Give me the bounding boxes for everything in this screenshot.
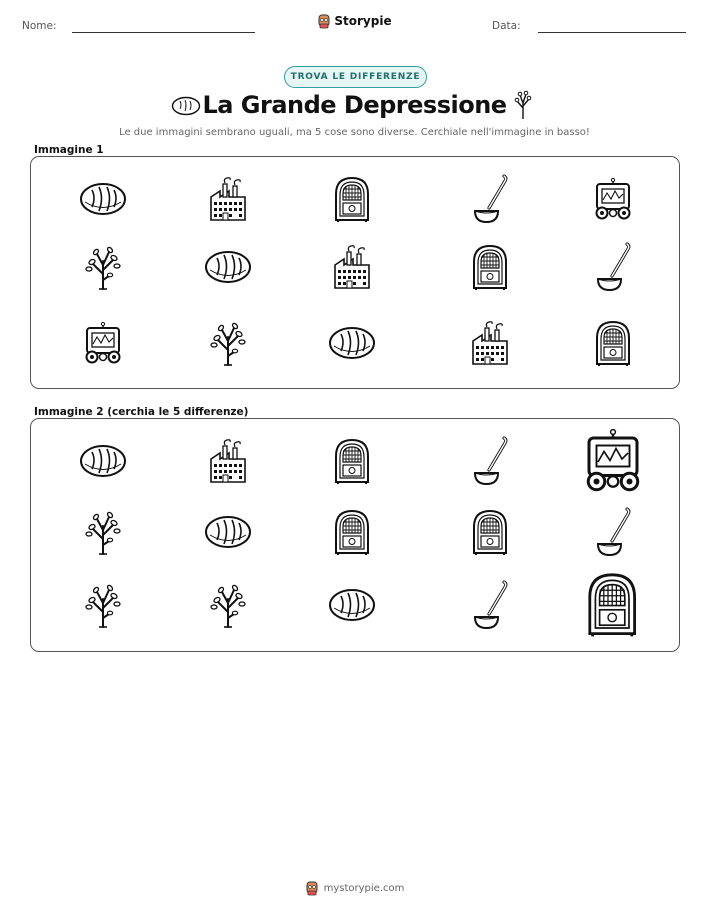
cart-icon xyxy=(593,178,633,220)
factory-icon xyxy=(332,245,372,289)
bread-icon[interactable] xyxy=(79,444,127,478)
storypie-mascot-icon xyxy=(305,880,319,896)
panel-1-label: Immagine 1 xyxy=(34,144,104,156)
page-title: La Grande Depressione xyxy=(202,91,507,119)
bread-icon[interactable] xyxy=(204,515,252,549)
brand-logo xyxy=(0,13,709,34)
image-2-panel[interactable] xyxy=(30,418,680,652)
footer-url[interactable]: mystorypie.com xyxy=(323,882,405,894)
name-label: Nome: xyxy=(22,20,57,32)
radio-icon xyxy=(595,320,631,366)
bread-icon xyxy=(204,250,252,284)
worksheet-type-badge: TROVA LE DIFFERENZE xyxy=(284,66,427,88)
bread-icon[interactable] xyxy=(328,588,376,622)
panel-2-label: Immagine 2 (cerchia le 5 differenze) xyxy=(34,406,249,418)
factory-icon xyxy=(208,177,248,221)
radio-icon[interactable] xyxy=(334,438,370,484)
ladle-icon[interactable] xyxy=(472,436,508,486)
factory-icon xyxy=(470,321,510,365)
storypie-mascot-icon xyxy=(317,13,331,29)
ladle-icon xyxy=(595,242,631,292)
radio-icon xyxy=(472,244,508,290)
tree-icon[interactable] xyxy=(85,582,121,628)
bread-icon xyxy=(328,326,376,360)
image-1-panel xyxy=(30,156,680,389)
footer xyxy=(0,880,709,901)
tree-icon xyxy=(85,244,121,290)
brand-name: Storypie xyxy=(334,14,392,28)
tree-icon[interactable] xyxy=(85,509,121,555)
radio-icon[interactable] xyxy=(472,509,508,555)
cart-icon xyxy=(83,322,123,364)
date-label: Data: xyxy=(492,20,521,32)
ladle-icon[interactable] xyxy=(472,580,508,630)
instructions: Le due immagini sembrano uguali, ma 5 cose sono diverse. Cerchiale nell'immagine in basso! xyxy=(119,127,590,138)
radio-icon xyxy=(334,176,370,222)
tree-icon xyxy=(512,90,534,125)
ladle-icon xyxy=(472,174,508,224)
ladle-icon[interactable] xyxy=(595,507,631,557)
tree-icon xyxy=(210,320,246,366)
tree-icon[interactable] xyxy=(210,582,246,628)
radio-icon[interactable] xyxy=(587,572,637,636)
radio-icon[interactable] xyxy=(334,509,370,555)
bread-icon xyxy=(79,182,127,216)
cart-icon[interactable] xyxy=(583,429,643,492)
factory-icon[interactable] xyxy=(208,439,248,483)
